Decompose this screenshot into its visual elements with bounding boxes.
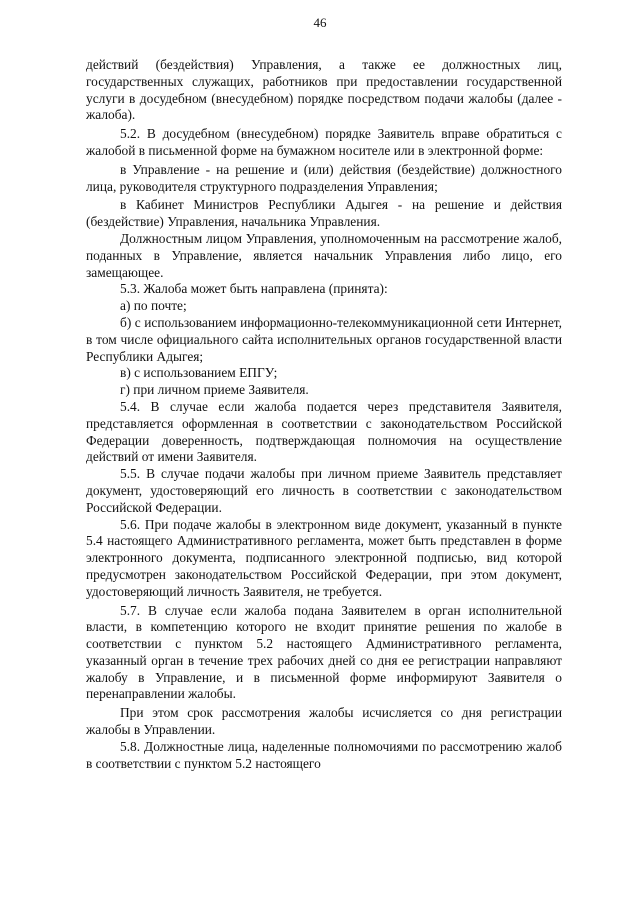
paragraph-continuation: действий (бездействия) Управления, а также ее должностных лиц, государственных служащих, работников при предоставлении государственной услуги в досудебном (внесудебном) порядке посредством подачи жалобы (далее - жалоба). — [86, 57, 562, 123]
paragraph-5-3: 5.3. Жалоба может быть направлена (принята): — [120, 281, 388, 297]
paragraph-cabinet: в Кабинет Министров Республики Адыгея - на решение и действия (бездействие) Управления, начальника Управления. — [86, 197, 562, 230]
paragraph-5-7: 5.7. В случае если жалоба подана Заявителем в орган исполнительной власти, в компетенцию которого не входит принятие решения по жалобе в соответствии с пунктом 5.2 настоящего Административного регламента, указанный орган в течение трех рабочих дней со дня ее регистрации направляют жалобу в Управление, и в письменной форме информируют Заявителя о перенаправлении жалобы. — [86, 602, 562, 702]
list-item-v: в) с использованием ЕПГУ; — [120, 365, 278, 381]
document-body — [86, 57, 562, 772]
list-item-g: г) при личном приеме Заявителя. — [120, 382, 309, 398]
list-item-a: а) по почте; — [120, 298, 187, 314]
list-item-b: б) с использованием информационно-телекоммуникационной сети Интернет, в том числе официального сайта исполнительных органов государственной власти Республики Адыгея; — [86, 314, 562, 364]
paragraph-5-4: 5.4. В случае если жалоба подается через представителя Заявителя, представляется оформленная в соответствии с законодательством Российской Федерации доверенность, подтверждающая полномочия на осуществление действий от имени Заявителя. — [86, 398, 562, 465]
paragraph-term: При этом срок рассмотрения жалобы исчисляется со дня регистрации жалобы в Управлении. — [86, 705, 562, 738]
paragraph-management: в Управление - на решение и (или) действия (бездействие) должностного лица, руководителя структурного подразделения Управления; — [86, 161, 562, 194]
page-number: 46 — [313, 15, 327, 30]
paragraph-official: Должностным лицом Управления, уполномоченным на рассмотрение жалоб, поданных в Управление, является начальник Управления либо лицо, его замещающее. — [86, 230, 562, 280]
paragraph-5-5: 5.5. В случае подачи жалобы при личном приеме Заявитель представляет документ, удостоверяющий его личность в соответствии с законодательством Российской Федерации. — [86, 466, 562, 515]
paragraph-5-2: 5.2. В досудебном (внесудебном) порядке Заявитель вправе обратиться с жалобой в письменной форме на бумажном носителе или в электронной форме: — [86, 126, 562, 158]
paragraph-5-6: 5.6. При подаче жалобы в электронном виде документ, указанный в пункте 5.4 настоящего Административного регламента, может быть представлен в форме электронного документа, подписанного электронной подписью, вид которой предусмотрен законодательством Российской Федерации, при этом документ, удостоверяющий личность Заявителя, не требуется. — [86, 516, 562, 599]
paragraph-5-8: 5.8. Должностные лица, наделенные полномочиями по рассмотрению жалоб в соответствии с пунктом 5.2 настоящего — [86, 738, 562, 771]
